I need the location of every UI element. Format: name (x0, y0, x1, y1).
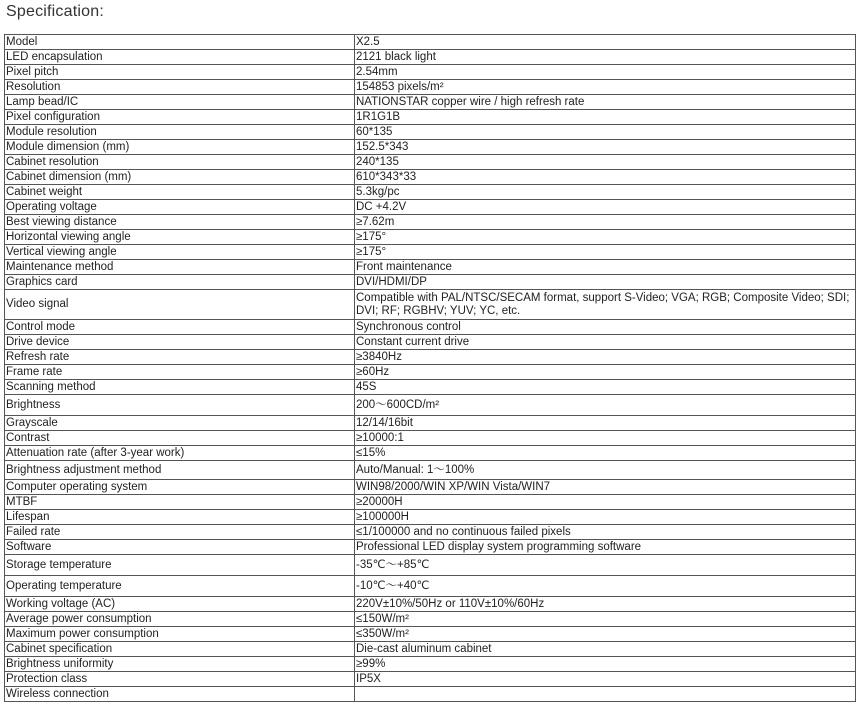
spec-label: Grayscale (5, 416, 355, 431)
table-row (5, 125, 856, 140)
table-row (5, 555, 856, 576)
table-row (5, 290, 856, 320)
spec-label: Best viewing distance (5, 215, 355, 230)
table-row (5, 416, 856, 431)
spec-value: Synchronous control (355, 320, 856, 335)
spec-label: Computer operating system (5, 480, 355, 495)
table-row (5, 627, 856, 642)
spec-value: 220V±10%/50Hz or 110V±10%/60Hz (355, 597, 856, 612)
spec-value: 2.54mm (355, 65, 856, 80)
spec-label: Software (5, 540, 355, 555)
spec-value: -10℃～+40℃ (355, 576, 856, 597)
spec-label: Cabinet weight (5, 185, 355, 200)
table-row (5, 245, 856, 260)
spec-label: Contrast (5, 431, 355, 446)
spec-label: Control mode (5, 320, 355, 335)
spec-value: 154853 pixels/m² (355, 80, 856, 95)
spec-label: Storage temperature (5, 555, 355, 576)
spec-label: Maximum power consumption (5, 627, 355, 642)
table-row (5, 612, 856, 627)
spec-value: ≥175° (355, 245, 856, 260)
table-row (5, 657, 856, 672)
spec-label: Lifespan (5, 510, 355, 525)
spec-value: 2121 black light (355, 50, 856, 65)
table-row (5, 431, 856, 446)
spec-value: ≥7.62m (355, 215, 856, 230)
table-row (5, 260, 856, 275)
spec-value: 152.5*343 (355, 140, 856, 155)
spec-label: Scanning method (5, 380, 355, 395)
table-row (5, 480, 856, 495)
spec-value: 240*135 (355, 155, 856, 170)
spec-value: Front maintenance (355, 260, 856, 275)
spec-value: IP5X (355, 672, 856, 687)
spec-value: 200～600CD/m² (355, 395, 856, 416)
spec-label: Protection class (5, 672, 355, 687)
spec-label: Horizontal viewing angle (5, 230, 355, 245)
table-row (5, 185, 856, 200)
table-row (5, 95, 856, 110)
table-row (5, 350, 856, 365)
spec-value: Professional LED display system programming software (355, 540, 856, 555)
spec-label: LED encapsulation (5, 50, 355, 65)
table-row (5, 215, 856, 230)
table-row (5, 495, 856, 510)
spec-value: DC +4.2V (355, 200, 856, 215)
page-title: Specification: (6, 3, 104, 20)
spec-label: Cabinet resolution (5, 155, 355, 170)
spec-value: Constant current drive (355, 335, 856, 350)
table-row (5, 155, 856, 170)
spec-label: Brightness uniformity (5, 657, 355, 672)
spec-label: Maintenance method (5, 260, 355, 275)
spec-label: Pixel configuration (5, 110, 355, 125)
table-row (5, 642, 856, 657)
spec-value: ≥60Hz (355, 365, 856, 380)
table-row (5, 540, 856, 555)
spec-label: Vertical viewing angle (5, 245, 355, 260)
table-row (5, 50, 856, 65)
spec-label: Brightness (5, 395, 355, 416)
spec-label: Model (5, 35, 355, 50)
spec-label: Refresh rate (5, 350, 355, 365)
spec-label: Graphics card (5, 275, 355, 290)
table-row (5, 461, 856, 480)
table-row (5, 576, 856, 597)
spec-label: Operating voltage (5, 200, 355, 215)
spec-value: ≥20000H (355, 495, 856, 510)
spec-label: Cabinet specification (5, 642, 355, 657)
table-row (5, 275, 856, 290)
spec-label: Wireless connection (5, 687, 355, 702)
spec-value: 12/14/16bit (355, 416, 856, 431)
spec-value: Die-cast aluminum cabinet (355, 642, 856, 657)
spec-value (355, 687, 856, 702)
table-row (5, 230, 856, 245)
spec-value: X2.5 (355, 35, 856, 50)
spec-label: Pixel pitch (5, 65, 355, 80)
spec-value: ≥175° (355, 230, 856, 245)
spec-value: ≤1/100000 and no continuous failed pixels (355, 525, 856, 540)
spec-label: Module resolution (5, 125, 355, 140)
spec-value: 45S (355, 380, 856, 395)
spec-value: Compatible with PAL/NTSC/SECAM format, support S-Video; VGA; RGB; Composite Video; SDI; DVI; RF; RGBHV; YUV; YC, etc. (355, 290, 856, 320)
spec-value: ≤350W/m² (355, 627, 856, 642)
table-row (5, 672, 856, 687)
table-row (5, 380, 856, 395)
table-row (5, 525, 856, 540)
spec-label: Lamp bead/IC (5, 95, 355, 110)
spec-value: ≥3840Hz (355, 350, 856, 365)
spec-value: ≤150W/m² (355, 612, 856, 627)
table-row (5, 35, 856, 50)
table-row (5, 395, 856, 416)
spec-label: Drive device (5, 335, 355, 350)
spec-label: Video signal (5, 290, 355, 320)
spec-value: ≥99% (355, 657, 856, 672)
spec-value: Auto/Manual: 1～100% (355, 461, 856, 480)
spec-value: DVI/HDMI/DP (355, 275, 856, 290)
table-row (5, 365, 856, 380)
spec-label: Average power consumption (5, 612, 355, 627)
spec-label: Module dimension (mm) (5, 140, 355, 155)
table-row (5, 200, 856, 215)
spec-value: 60*135 (355, 125, 856, 140)
specification-table (4, 34, 856, 702)
table-row (5, 597, 856, 612)
spec-value: ≥100000H (355, 510, 856, 525)
spec-value: ≤15% (355, 446, 856, 461)
table-row (5, 510, 856, 525)
spec-label: Operating temperature (5, 576, 355, 597)
table-row (5, 65, 856, 80)
spec-value: WIN98/2000/WIN XP/WIN Vista/WIN7 (355, 480, 856, 495)
spec-label: MTBF (5, 495, 355, 510)
table-row (5, 320, 856, 335)
spec-value: 5.3kg/pc (355, 185, 856, 200)
spec-value: 610*343*33 (355, 170, 856, 185)
table-row (5, 140, 856, 155)
spec-value: ≥10000:1 (355, 431, 856, 446)
spec-value: NATIONSTAR copper wire / high refresh rate (355, 95, 856, 110)
spec-label: Attenuation rate (after 3-year work) (5, 446, 355, 461)
spec-label: Failed rate (5, 525, 355, 540)
spec-label: Brightness adjustment method (5, 461, 355, 480)
table-row (5, 110, 856, 125)
table-row (5, 170, 856, 185)
table-row (5, 80, 856, 95)
table-row (5, 687, 856, 702)
spec-value: -35℃～+85℃ (355, 555, 856, 576)
spec-label: Cabinet dimension (mm) (5, 170, 355, 185)
table-row (5, 446, 856, 461)
table-row (5, 335, 856, 350)
spec-value: 1R1G1B (355, 110, 856, 125)
spec-label: Frame rate (5, 365, 355, 380)
spec-label: Working voltage (AC) (5, 597, 355, 612)
spec-label: Resolution (5, 80, 355, 95)
